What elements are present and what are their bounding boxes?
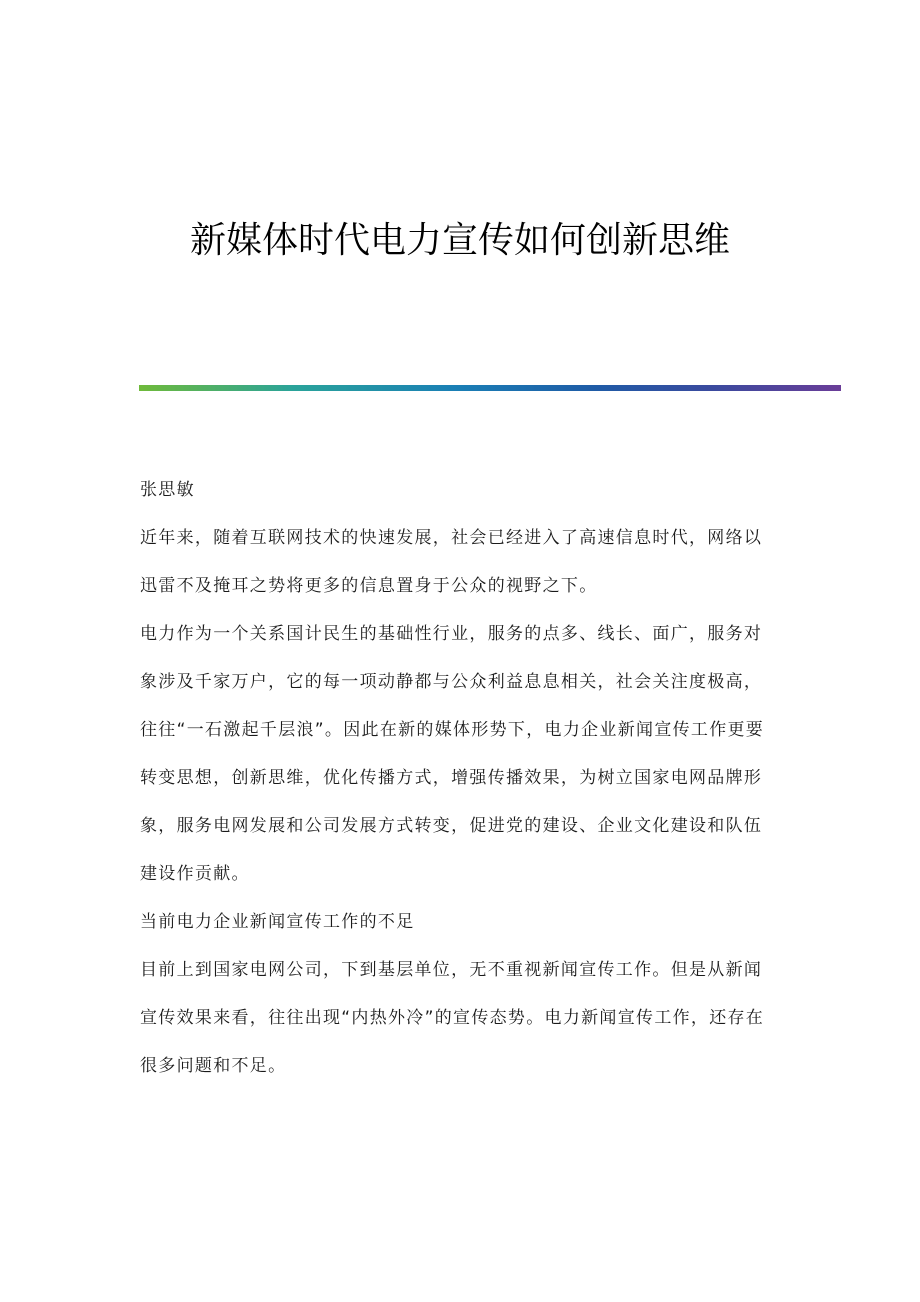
paragraph: 电力作为一个关系国计民生的基础性行业，服务的点多、线长、面广，服务对象涉及千家万户，它的每一项动静都与公众利益息息相关，社会关注度极高，往往“一石激起千层浪”。因此在新的媒体形势下，电力企业新闻宣传工作更要转变思想，创新思维，优化传播方式，增强传播效果，为树立国家电网品牌形象，服务电网发展和公司发展方式转变，促进党的建设、企业文化建设和队伍建设作贡献。 — [140, 624, 765, 884]
title-divider — [139, 385, 841, 391]
paragraph: 近年来，随着互联网技术的快速发展，社会已经进入了高速信息时代，网络以迅雷不及掩耳之势将更多的信息置身于公众的视野之下。 — [140, 528, 763, 596]
document-body — [140, 466, 774, 1090]
document-title: 新媒体时代电力宣传如何创新思维 — [189, 220, 730, 261]
section-heading: 当前电力企业新闻宣传工作的不足 — [140, 912, 415, 932]
paragraph: 目前上到国家电网公司，下到基层单位，无不重视新闻宣传工作。但是从新闻宣传效果来看，往往出现“内热外冷”的宣传态势。电力新闻宣传工作，还存在很多问题和不足。 — [140, 960, 765, 1076]
author-name: 张思敏 — [140, 480, 195, 500]
